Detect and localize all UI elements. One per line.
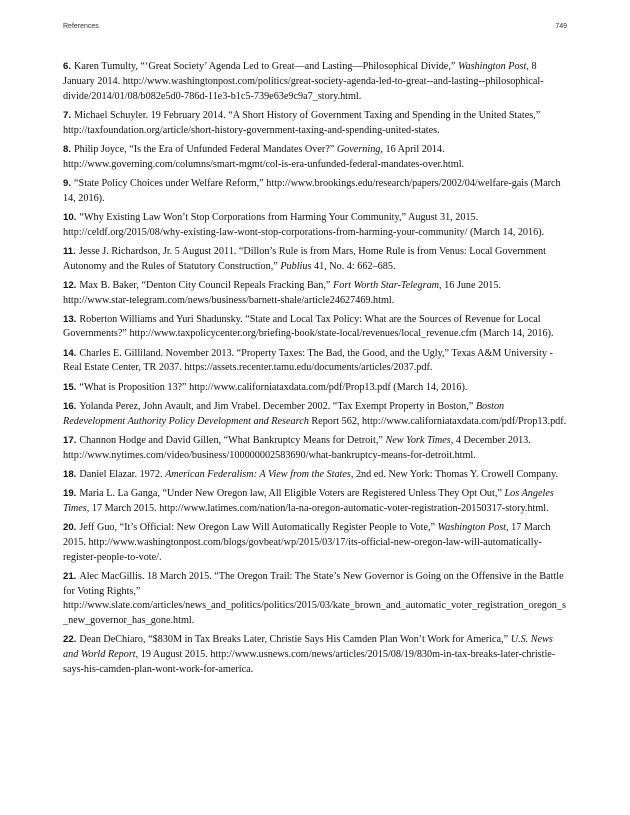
reference-text: Karen Tumulty, “‘Great Society’ Agenda Led to Great—and Lasting—Philosophical Divide,” [74,61,458,72]
reference-title: Boston Redevelopment Authority Policy Development and Research [63,400,505,427]
reference-text: , 17 March 2015. http://www.washingtonpost.com/blogs/govbeat/wp/2015/03/17/its-official-new-oregon-law-will-automatically-register-people-to-vote/. [63,521,551,563]
reference-item [63,434,568,464]
reference-text: , 16 April 2014. http://www.governing.com/columns/smart-mgmt/col-is-era-unfunded-federal-mandates-over.html. [63,143,465,170]
reference-number: 11. [63,245,76,257]
reference-text: “What is Proposition 13?” http://www.californiataxdata.com/pdf/Prop13.pdf (March 14, 2016). [79,381,468,393]
reference-number: 6. [63,61,72,72]
reference-item [63,60,568,104]
reference-item [63,177,568,207]
reference-number: 8. [63,143,72,155]
reference-title: Los Angeles Times [63,488,554,514]
reference-text: Max B. Baker, “Denton City Council Repeals Fracking Ban,” [79,279,334,291]
reference-title: U.S. News and World Report [63,634,553,661]
reference-number: 22. [63,634,77,646]
reference-number: 10. [63,211,77,223]
running-head [63,23,567,30]
reference-text: , 19 August 2015. http://www.usnews.com/news/articles/2015/08/19/830m-in-tax-breaks-later-christie-says-his-camden-plan-wont-work-for-america. [63,649,556,675]
reference-title: Fort Worth Star-Telegram [333,279,440,291]
reference-number: 18. [63,468,77,480]
reference-text: Alec MacGillis. 18 March 2015. “The Oregon Trail: The State’s New Governor is Going on the Offensive in the Battle for Voting Rights,” http://www.slate.com/articles/news_and_politics/politics/2015/03/kate_brown_and_automatic_voter_registration_oregon_s_new_governor_has_gone.html. [63,570,566,627]
reference-item [63,279,568,309]
reference-text: , 17 March 2015. http://www.latimes.com/nation/la-na-oregon-automatic-voter-registration-20150317-story.html. [86,502,549,514]
reference-text: Jeff Guo, “It’s Official: New Oregon Law Will Automatically Register People to Vote,” [79,521,438,533]
reference-text: Michael Schuyler. 19 February 2014. “A Short History of Government Taxing and Spending in the United States,” http://taxfoundation.org/article/short-history-government-taxing-and-spending-united-states. [63,109,541,136]
reference-number: 16. [63,400,77,412]
reference-item [63,633,568,677]
page-number: 749 [555,23,567,30]
reference-text: , 4 December 2013. http://www.nytimes.com/video/business/100000002583690/what-bankruptcy-means-for-detroit.html. [63,434,531,461]
reference-title: Washington Post [457,61,527,72]
reference-text: Maria L. La Ganga, “Under New Oregon law, All Eligible Voters are Registered Unless They Opt Out,” [79,488,505,499]
reference-text: Jesse J. Richardson, Jr. 5 August 2011. “Dillon’s Rule is from Mars, Home Rule is from Venus: Local Government Autonomy and the Rules of Statutory Construction,” [63,245,546,272]
reference-item [63,211,568,241]
reference-text: “State Policy Choices under Welfare Reform,” http://www.brookings.edu/research/papers/2002/04/welfare-gais (March 14, 2016). [63,177,561,204]
reference-text: , 8 January 2014. http://www.washingtonpost.com/politics/great-society-agenda-led-to-great--and-lasting--philosophical-divide/2014/01/08/b082e5d0-786d-11e3-b1c5-739e63e9c9a7_story.html. [63,61,544,102]
section-title: References [63,23,99,30]
reference-title: American Federalism: A View from the States [165,468,351,480]
reference-item [63,347,568,377]
reference-text: Philip Joyce, “Is the Era of Unfunded Federal Mandates Over?” [74,143,337,155]
reference-number: 21. [63,570,77,582]
reference-text: , 2nd ed. New York: Thomas Y. Crowell Company. [350,468,558,480]
reference-item [63,570,568,629]
reference-item [63,313,568,343]
reference-text: Channon Hodge and David Gillen, “What Bankruptcy Means for Detroit,” [79,434,386,446]
reference-number: 19. [63,488,77,499]
reference-title: Washington Post [437,521,506,533]
reference-list [63,60,568,682]
reference-text: 41, No. 4: 662–685. [311,260,396,272]
reference-text: Daniel Elazar. 1972. [79,468,166,480]
reference-item [63,521,568,565]
reference-item [63,109,568,139]
reference-item [63,400,568,430]
reference-text: Yolanda Perez, John Avault, and Jim Vrabel. December 2002. “Tax Exempt Property in Boston,” [79,400,476,412]
reference-number: 15. [63,381,77,393]
reference-title: Publius [280,260,312,272]
reference-number: 12. [63,279,77,291]
reference-number: 7. [63,109,72,121]
reference-item [63,245,568,275]
reference-text: Report 562, http://www.californiataxdata.com/pdf/Prop13.pdf. [308,415,567,427]
reference-number: 9. [63,177,72,189]
reference-text: Dean DeChiaro, “$830M in Tax Breaks Later, Christie Says His Camden Plan Won’t Work for America,” [79,634,511,646]
reference-title: Governing [336,143,381,155]
reference-text: “Why Existing Law Won’t Stop Corporations from Harming Your Community,” August 31, 2015. http://celdf.org/2015/08/why-existing-law-wont-stop-corporations-from-harming-your-community/ (March 14, 2016). [63,211,545,238]
reference-item [63,468,568,483]
reference-number: 14. [63,347,77,359]
reference-title: New York Times [385,434,451,446]
reference-item [63,487,568,517]
reference-number: 17. [63,434,77,446]
reference-item [63,143,568,173]
reference-text: , 16 June 2015. http://www.star-telegram.com/news/business/barnett-shale/article24627469.html. [63,279,502,306]
reference-number: 20. [63,521,77,533]
reference-item [63,381,568,396]
reference-number: 13. [63,313,77,325]
reference-text: Roberton Williams and Yuri Shadunsky. “State and Local Tax Policy: What are the Sources of Revenue for Local Governments?” http://www.taxpolicycenter.org/briefing-book/state-local/revenues/local_revenue.cfm (March 14, 2016). [63,313,554,340]
reference-text: Charles E. Gilliland. November 2013. “Property Taxes: The Bad, the Good, and the Ugly,” Texas A&M University - Real Estate Center, TR 2037. https://assets.recenter.tamu.edu/documents/articles/2037.pdf. [63,347,553,374]
